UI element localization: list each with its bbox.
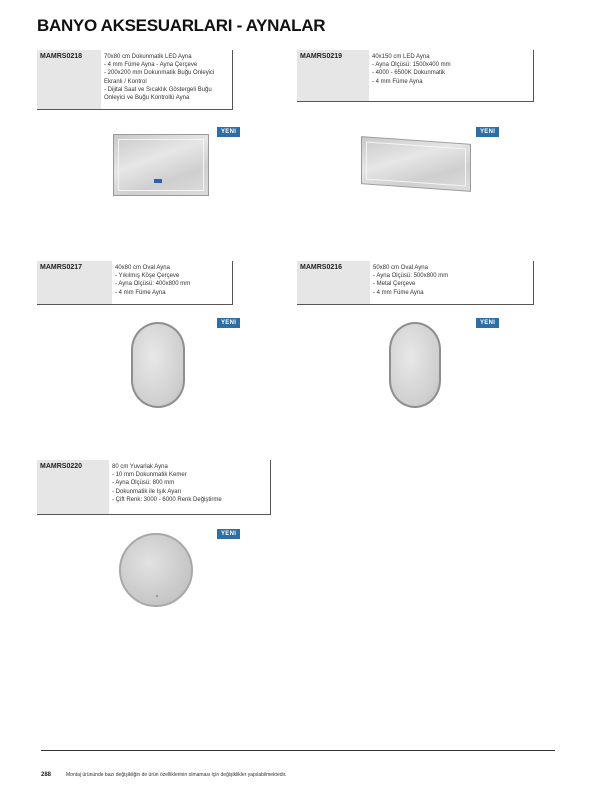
product-description — [370, 261, 534, 304]
product-code: MAMRS0220 — [37, 460, 109, 514]
footer-note: Montaj ürününde bazı değişikliğin de ürün özelliklerinin olmaması için değişiklikler yapılabilmektedir. — [66, 772, 287, 778]
wide-led-mirror-image — [361, 136, 471, 192]
spec-line: 80 cm Yuvarlak Ayna — [112, 464, 168, 470]
spec-line: - 4 mm Füme Ayna — [372, 78, 423, 85]
spec-line: - 200x200 mm Dokunmatik Buğu Önleyici — [104, 70, 215, 77]
oval-mirror-image — [131, 322, 185, 408]
product-description — [369, 50, 534, 101]
product-spec-row — [37, 50, 233, 110]
new-badge: YENI — [217, 318, 240, 328]
spec-line: Ekranlı / Kontrol — [104, 78, 147, 85]
new-badge: YENI — [217, 127, 240, 137]
spec-line: 40x150 cm LED Ayna — [372, 54, 430, 60]
spec-line: - 4 mm Füme Ayna — [373, 289, 424, 296]
spec-line: - Dijital Saat ve Sıcaklık Göstergeli Buğu — [104, 86, 212, 93]
product-spec-row — [297, 261, 534, 305]
spec-line: - 4 mm Füme Ayna - Ayna Çerçeve — [104, 62, 198, 69]
round-mirror-image — [119, 533, 193, 607]
spec-line: Önleyici ve Buğu Kontrollü Ayna — [104, 95, 190, 102]
spec-line: - Yıkılmış Köşe Çerçeve — [115, 273, 180, 280]
spec-line: 50x80 cm Oval Ayna — [373, 265, 428, 271]
spec-line: - 4000 - 6500K Dokunmatik — [372, 70, 446, 77]
new-badge: YENI — [476, 318, 499, 328]
led-mirror-image — [113, 134, 209, 196]
spec-line: - Çift Renk: 3000 - 6000 Renk Değiştirme — [112, 496, 222, 503]
oval-mirror-image — [389, 322, 441, 408]
mirror-frame — [366, 142, 466, 187]
product-description — [112, 261, 233, 304]
spec-line: - Ayna Ölçüsü: 400x800 mm — [115, 281, 191, 288]
page-number: 288 — [41, 772, 52, 778]
spec-line: - Ayna Ölçüsü: 800 mm — [112, 480, 175, 487]
new-badge: YENI — [476, 127, 499, 137]
product-code: MAMRS0218 — [37, 50, 101, 109]
product-code: MAMRS0219 — [297, 50, 369, 101]
product-spec-row — [37, 261, 233, 305]
spec-line: - Metal Çerçeve — [373, 281, 416, 288]
product-spec-row — [297, 50, 534, 102]
spec-line: - Dokunmatik ile Işık Ayarı — [112, 488, 182, 495]
product-description — [109, 460, 271, 514]
spec-line: 70x80 cm Dokunmatik LED Ayna — [104, 54, 192, 60]
touch-sensor-icon — [156, 595, 158, 597]
page-title: BANYO AKSESUARLARI - AYNALAR — [37, 16, 326, 35]
footer-divider — [41, 750, 555, 751]
mirror-frame — [118, 139, 204, 191]
spec-line: - Ayna Ölçüsü: 1500x400 mm — [372, 62, 451, 69]
spec-line: 40x80 cm Oval Ayna — [115, 265, 170, 271]
product-spec-row — [37, 460, 271, 515]
product-code: MAMRS0217 — [37, 261, 112, 304]
spec-line: - 10 mm Dokunmatik Kemer — [112, 472, 187, 479]
new-badge: YENI — [217, 529, 240, 539]
spec-line: - 4 mm Füme Ayna — [115, 289, 166, 296]
product-description — [101, 50, 233, 109]
product-code: MAMRS0216 — [297, 261, 370, 304]
spec-line: - Ayna Ölçüsü: 500x800 mm — [373, 273, 449, 280]
digital-display-icon — [154, 179, 162, 183]
